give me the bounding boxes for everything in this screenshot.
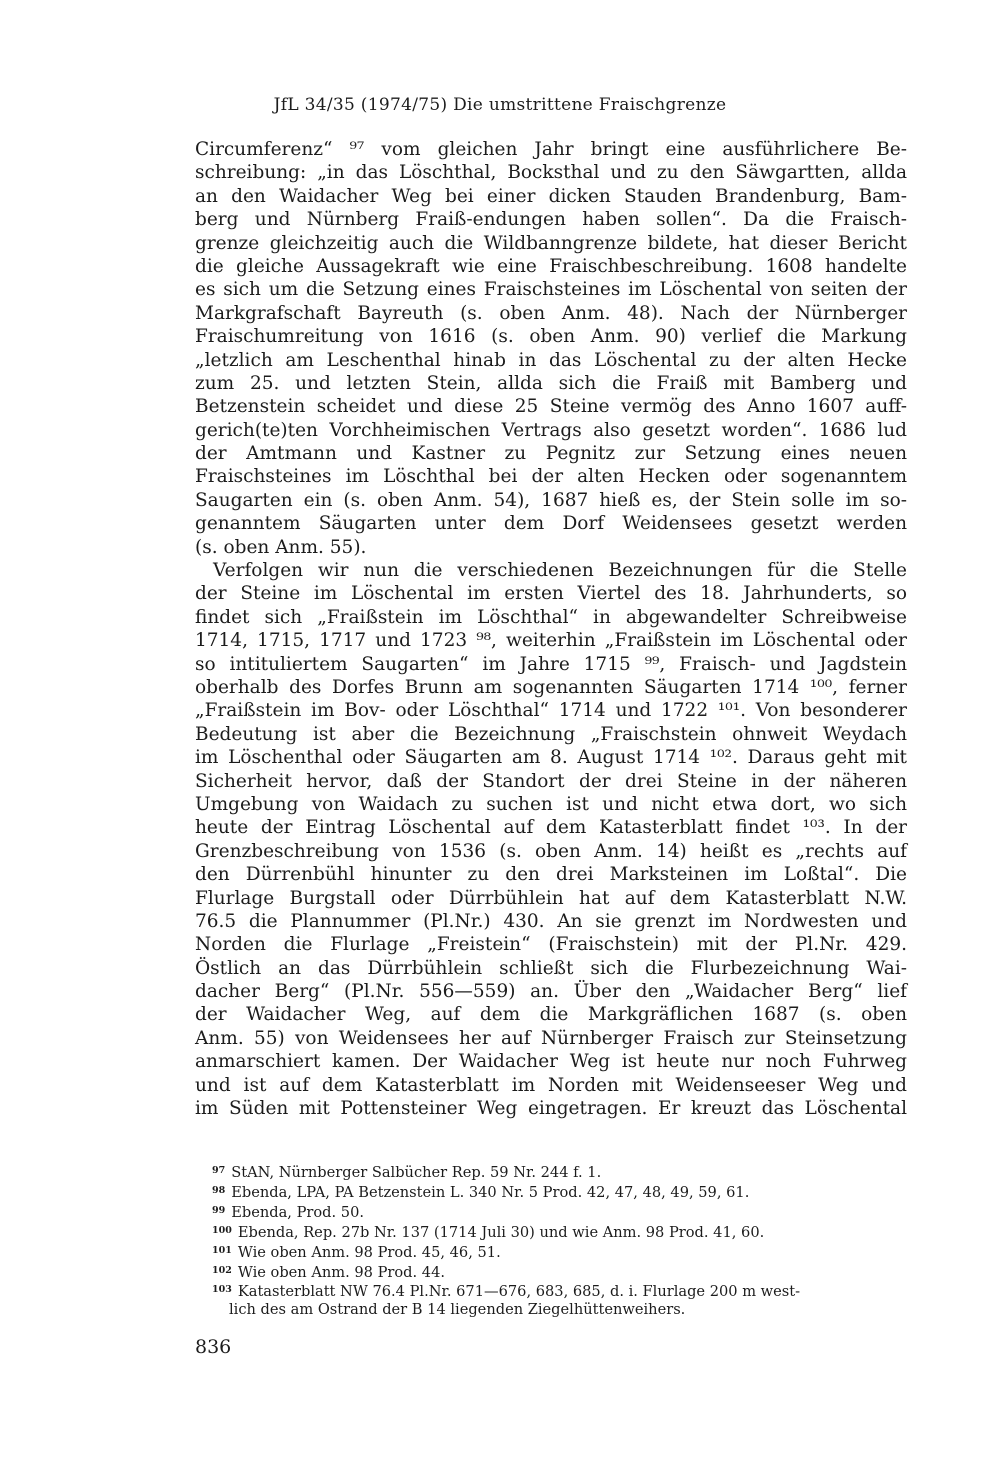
text-line: berg und Nürnberg Fraiß-endungen haben sollen“. Da die Fraisch- bbox=[195, 209, 907, 231]
text-line: „Fraißstein im Bov- oder Löschthal“ 1714 und 1722 ¹⁰¹. Von besonderer bbox=[195, 700, 907, 722]
text-line: Verfolgen wir nun die verschiedenen Bezeichnungen für die Stelle bbox=[213, 560, 907, 582]
page-number: 836 bbox=[195, 1336, 232, 1358]
text-line: heute der Eintrag Löschental auf dem Katasterblatt findet ¹⁰³. In der bbox=[195, 817, 907, 839]
footnote-number: 99 bbox=[212, 1204, 226, 1216]
text-line: zum 25. und letzten Stein, allda sich die Fraiß mit Bamberg und bbox=[195, 372, 907, 394]
text-line: Sicherheit hervor, daß der Standort der drei Steine in der näheren bbox=[195, 770, 907, 792]
footnote-text: Wie oben Anm. 98 Prod. 45, 46, 51. bbox=[237, 1243, 501, 1261]
text-line: anmarschiert kamen. Der Waidacher Weg ist heute nur noch Fuhrweg bbox=[195, 1051, 907, 1073]
text-line: Anm. 55) von Weidensees her auf Nürnberger Fraisch zur Steinsetzung bbox=[195, 1027, 907, 1049]
text-line: im Süden mit Pottensteiner Weg eingetragen. Er kreuzt das Löschental bbox=[195, 1098, 907, 1120]
text-line: dacher Berg“ (Pl.Nr. 556—559) an. Über den „Waidacher Berg“ lief bbox=[195, 981, 907, 1003]
text-line: Fraischsteines im Löschthal bei der alten Hecken oder sogenanntem bbox=[195, 466, 907, 488]
footnote-text: StAN, Nürnberger Salbücher Rep. 59 Nr. 244 f. 1. bbox=[231, 1164, 602, 1181]
text-line: Markgrafschaft Bayreuth (s. oben Anm. 48). Nach der Nürnberger bbox=[195, 302, 907, 324]
footnote bbox=[212, 1281, 912, 1301]
text-line: an den Waidacher Weg bei einer dicken Stauden Brandenburg, Bam- bbox=[195, 185, 907, 207]
footnote-number: 103 bbox=[212, 1284, 232, 1296]
text-line: findet sich „Fraißstein im Löschthal“ in abgewandelter Schreibweise bbox=[195, 606, 907, 628]
text-line: Circumferenz“ ⁹⁷ vom gleichen Jahr bringt eine ausführlichere Be- bbox=[195, 139, 907, 160]
text-line: Fraischumreitung von 1616 (s. oben Anm. 90) verlief die Markung bbox=[195, 326, 907, 348]
footnote-text: Ebenda, LPA, PA Betzenstein L. 340 Nr. 5 Prod. 42, 47, 48, 49, 59, 61. bbox=[231, 1183, 750, 1201]
text-line: 76.5 die Plannummer (Pl.Nr.) 430. An sie grenzt im Nordwesten und bbox=[195, 910, 907, 932]
footnote-text: Katasterblatt NW 76.4 Pl.Nr. 671—676, 683, 685, d. i. Flurlage 200 m west- bbox=[237, 1283, 801, 1301]
text-line: Saugarten ein (s. oben Anm. 54), 1687 hieß es, der Stein solle im so- bbox=[195, 489, 907, 511]
footnote bbox=[212, 1222, 912, 1242]
footnote-number: 101 bbox=[212, 1244, 232, 1256]
footnote bbox=[212, 1242, 912, 1262]
footnote bbox=[212, 1301, 912, 1319]
text-line: es sich um die Setzung eines Fraischsteines im Löschental von seiten der bbox=[195, 279, 907, 301]
text-line: schreibung: „in das Löschthal, Bocksthal und zu den Säwgartten, allda bbox=[195, 162, 907, 184]
text-line: Grenzbeschreibung von 1536 (s. oben Anm. 14) heißt es „rechts auf bbox=[195, 840, 907, 862]
text-line: Flurlage Burgstall oder Dürrbühlein hat auf dem Katasterblatt N.W. bbox=[195, 887, 907, 909]
footnote-number: 102 bbox=[212, 1264, 232, 1276]
text-line: Östlich an das Dürrbühlein schließt sich die Flurbezeichnung Wai- bbox=[195, 957, 907, 979]
text-line: oberhalb des Dorfes Brunn am sogenannten Säugarten 1714 ¹⁰⁰, ferner bbox=[195, 676, 907, 698]
running-header: JfL 34/35 (1974/75) Die umstrittene Fraischgrenze bbox=[273, 95, 727, 115]
text-line: der Amtmann und Kastner zu Pegnitz zur Setzung eines neuen bbox=[195, 443, 907, 465]
footnote-text: Ebenda, Rep. 27b Nr. 137 (1714 Juli 30) und wie Anm. 98 Prod. 41, 60. bbox=[237, 1223, 765, 1241]
text-line: 1714, 1715, 1717 und 1723 ⁹⁸, weiterhin „Fraißstein im Löschental oder bbox=[195, 630, 907, 652]
text-line: Betzenstein scheidet und diese 25 Steine vermög des Anno 1607 auff- bbox=[195, 396, 907, 418]
footnote-number: 98 bbox=[212, 1184, 226, 1196]
text-line: gerich(te)ten Vorchheimischen Vertrags also gesetzt worden“. 1686 lud bbox=[195, 419, 907, 441]
text-line: genanntem Säugarten unter dem Dorf Weidensees gesetzt werden bbox=[195, 513, 907, 535]
text-line: und ist auf dem Katasterblatt im Norden mit Weidenseeser Weg und bbox=[195, 1074, 907, 1096]
text-line: der Steine im Löschental im ersten Viertel des 18. Jahrhunderts, so bbox=[195, 583, 907, 605]
text-line: Bedeutung ist aber die Bezeichnung „Fraischstein ohnweit Weydach bbox=[195, 723, 907, 745]
footnote-text: Wie oben Anm. 98 Prod. 44. bbox=[237, 1263, 446, 1281]
text-line: grenze gleichzeitig auch die Wildbanngrenze bildete, hat dieser Bericht bbox=[195, 232, 907, 254]
footnote-text: Ebenda, Prod. 50. bbox=[231, 1203, 364, 1221]
footnote-number: 100 bbox=[212, 1224, 232, 1236]
text-line: Norden die Flurlage „Freistein“ (Fraischstein) mit der Pl.Nr. 429. bbox=[195, 934, 907, 956]
footnote bbox=[212, 1182, 912, 1202]
text-line: „letzlich am Leschenthal hinab in das Löschental zu der alten Hecke bbox=[195, 349, 907, 371]
text-line: im Löschenthal oder Säugarten am 8. August 1714 ¹⁰². Daraus geht mit bbox=[195, 747, 907, 769]
footnote bbox=[212, 1162, 912, 1182]
text-line: den Dürrenbühl hinunter zu den drei Marksteinen im Loßtal“. Die bbox=[195, 864, 907, 886]
footnotes bbox=[212, 1162, 912, 1319]
text-line: die gleiche Aussagekraft wie eine Fraischbeschreibung. 1608 handelte bbox=[195, 255, 907, 277]
text-line: Umgebung von Waidach zu suchen ist und nicht etwa dort, wo sich bbox=[195, 793, 907, 815]
footnote-text: lich des am Ostrand der B 14 liegenden Ziegelhüttenweihers. bbox=[229, 1301, 686, 1319]
text-line: der Waidacher Weg, auf dem die Markgräflichen 1687 (s. oben bbox=[195, 1004, 907, 1026]
footnote bbox=[212, 1202, 912, 1222]
footnote-number: 97 bbox=[212, 1165, 226, 1176]
footnote bbox=[212, 1262, 912, 1282]
text-line: (s. oben Anm. 55). bbox=[195, 536, 367, 558]
body-text bbox=[195, 138, 907, 1120]
text-line: so intituliertem Saugarten“ im Jahre 1715 ⁹⁹, Fraisch- und Jagdstein bbox=[195, 653, 907, 675]
